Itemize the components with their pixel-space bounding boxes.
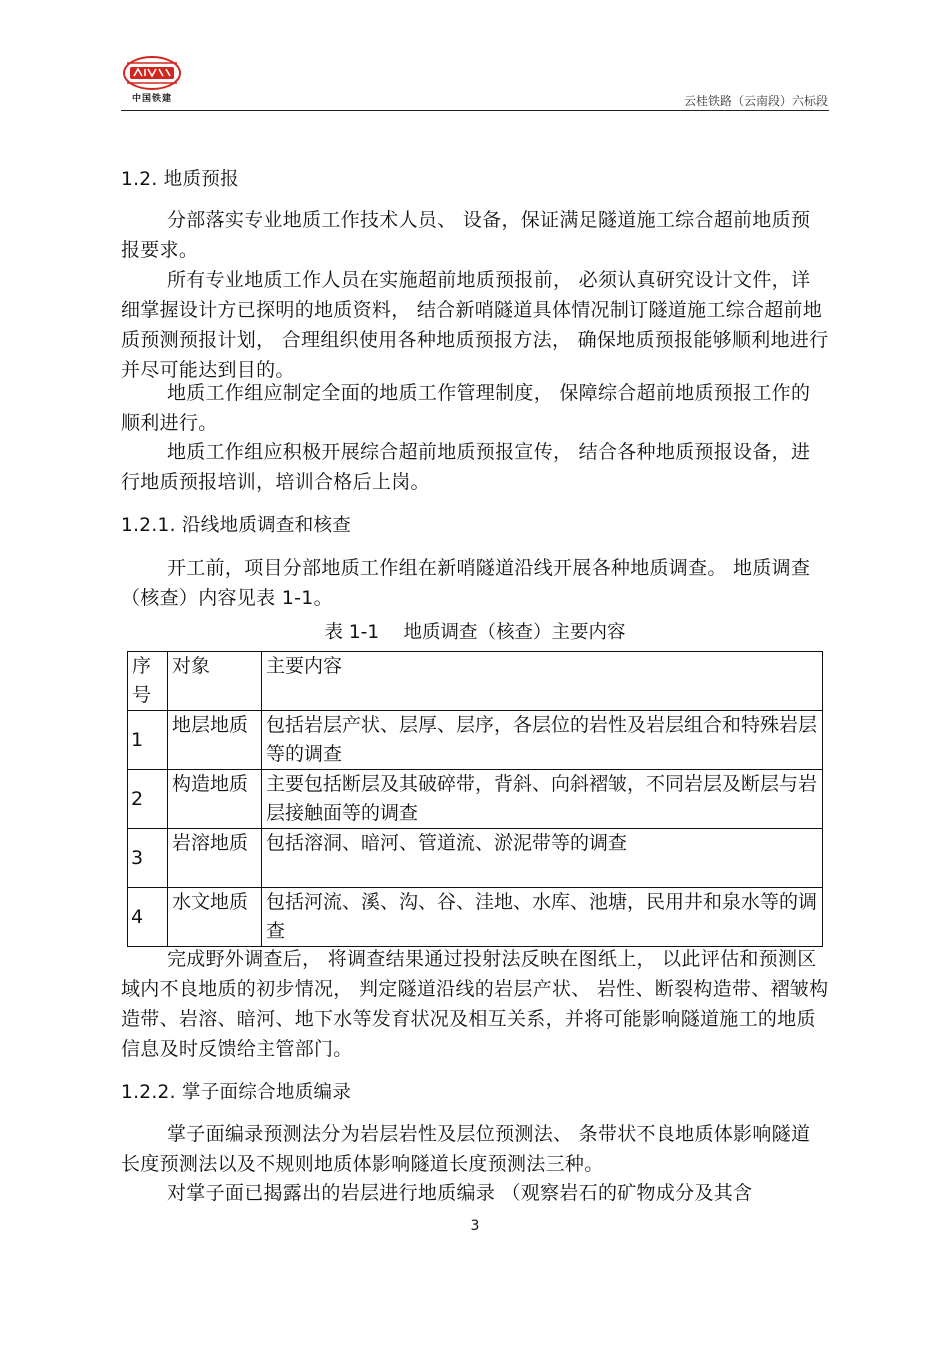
- geology-survey-table: [127, 651, 823, 947]
- paragraph: 对掌子面已揭露出的岩层进行地质编录 （观察岩石的矿物成分及其含: [167, 1182, 753, 1204]
- row-number: 1: [128, 711, 168, 770]
- table-row: [128, 888, 823, 947]
- paragraph: 开工前，项目分部地质工作组在新哨隧道沿线开展各种地质调查。 地质调查（核查）内容见表 1-1。: [121, 557, 811, 609]
- crcc-emblem-icon: [121, 55, 183, 91]
- paragraph: 分部落实专业地质工作技术人员、 设备，保证满足隧道施工综合超前地质预报要求。: [121, 209, 811, 261]
- paragraph: 地质工作组应积极开展综合超前地质预报宣传， 结合各种地质预报设备，进行地质预报培训，培训合格后上岗。: [121, 441, 811, 493]
- paragraph: 所有专业地质工作人员在实施超前地质预报前， 必须认真研究设计文件，详细掌握设计方已探明的地质资料， 结合新哨隧道具体情况制订隧道施工综合超前地质预测预报计划， 合理组织使用各种地质预报方法， 确保地质预报能够顺利地进行并尽可能达到目的。: [121, 269, 829, 381]
- row-content: 主要包括断层及其破碎带，背斜、向斜褶皱，不同岩层及断层与岩层接触面等的调查: [262, 770, 823, 829]
- logo-text: 中国铁建: [131, 94, 172, 104]
- row-object: 水文地质: [168, 888, 262, 947]
- section-heading-1-2: 1.2. 地质预报: [121, 169, 239, 190]
- table-row: [128, 711, 823, 770]
- crcc-logo: [121, 55, 183, 105]
- row-object: 构造地质: [168, 770, 262, 829]
- row-content: 包括岩层产状、层厚、层序，各层位的岩性及岩层组合和特殊岩层等的调查: [262, 711, 823, 770]
- header-object: 对象: [168, 652, 262, 711]
- row-number: 2: [128, 770, 168, 829]
- header-content: 主要内容: [262, 652, 823, 711]
- table-header-row: [128, 652, 823, 711]
- row-object: 地层地质: [168, 711, 262, 770]
- paragraph: 掌子面编录预测法分为岩层岩性及层位预测法、 条带状不良地质体影响隧道长度预测法以及不规则地质体影响隧道长度预测法三种。: [121, 1123, 811, 1175]
- paragraph: 地质工作组应制定全面的地质工作管理制度， 保障综合超前地质预报工作的顺利进行。: [121, 382, 811, 434]
- page-number: 3: [470, 1218, 480, 1234]
- header-project-title: 云桂铁路（云南段）六标段: [683, 94, 828, 108]
- section-heading-1-2-2: 1.2.2. 掌子面综合地质编录: [121, 1082, 352, 1103]
- table-caption: 表 1-1 地质调查（核查）主要内容: [324, 622, 626, 643]
- table-row: [128, 829, 823, 888]
- header-no: 序号: [128, 652, 168, 711]
- section-heading-1-2-1: 1.2.1. 沿线地质调查和核查: [121, 515, 352, 536]
- row-number: 3: [128, 829, 168, 888]
- row-content: 包括河流、溪、沟、谷、洼地、水库、池塘，民用井和泉水等的调查: [262, 888, 823, 947]
- paragraph: 完成野外调查后， 将调查结果通过投射法反映在图纸上， 以此评估和预测区域内不良地质的初步情况， 判定隧道沿线的岩层产状、 岩性、断裂构造带、褶皱构造带、岩溶、暗河、地下水等发育状况及相互关系，并将可能影响隧道施工的地质信息及时反馈给主管部门。: [121, 948, 829, 1060]
- row-number: 4: [128, 888, 168, 947]
- table-row: [128, 770, 823, 829]
- header-divider: [121, 110, 829, 111]
- row-object: 岩溶地质: [168, 829, 262, 888]
- row-content: 包括溶洞、暗河、管道流、淤泥带等的调查: [262, 829, 823, 888]
